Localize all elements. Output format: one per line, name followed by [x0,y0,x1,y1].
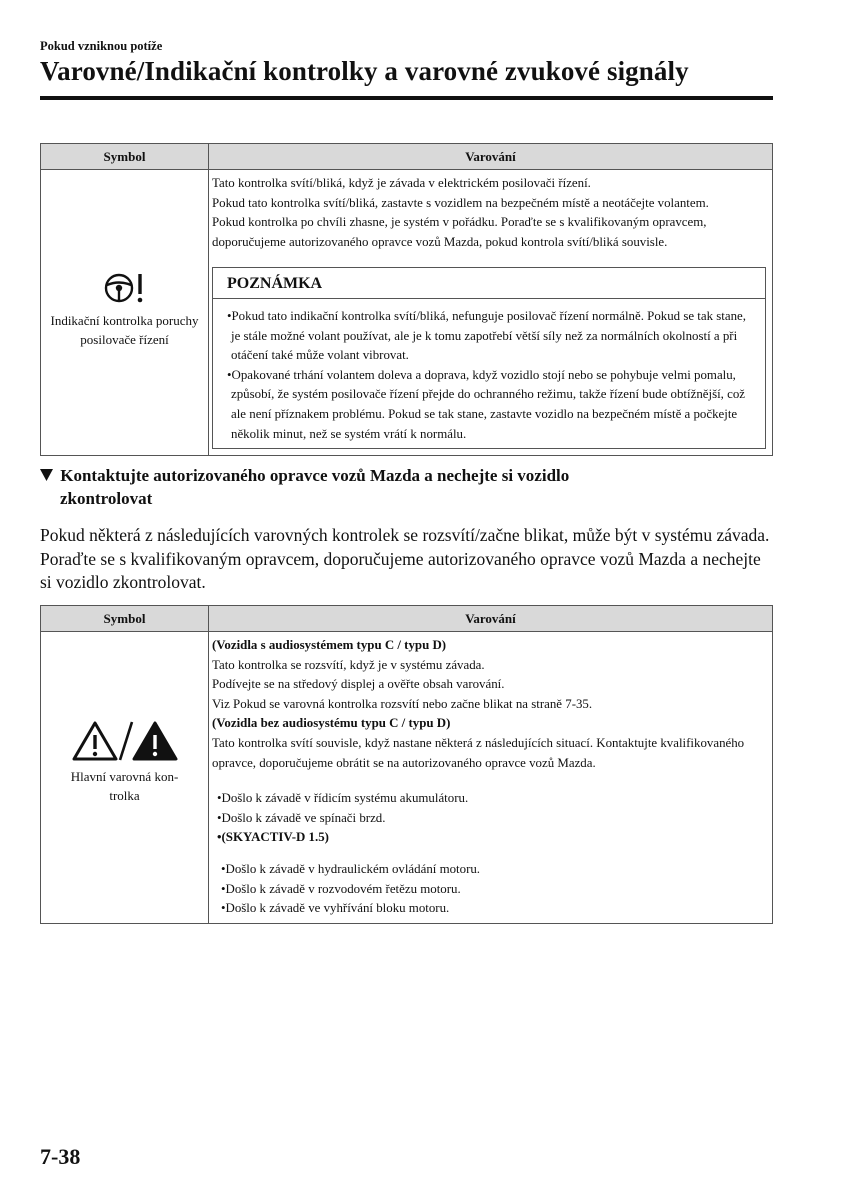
list-item: •Došlo k závadě v rozvodovém řetězu motoru. [221,881,461,896]
column-header-symbol: Symbol [41,144,209,170]
column-header-warning: Varování [209,144,773,170]
list-item-engine-variant: •(SKYACTIV-D 1.5) [217,830,329,845]
warning-line: Pokud kontrolka po chvíli zhasne, je systém v pořádku. Poraďte se s kvalifikovaným opravcem, [212,215,707,230]
condition-heading: (Vozidla bez audiosystému typu C / typu D) [212,716,451,731]
list-item: •Došlo k závadě ve vyhřívání bloku motoru. [221,901,450,916]
fault-list-skyactiv [212,860,769,919]
note-heading: POZNÁMKA [213,268,765,299]
section-label: Pokud vzniknou potíže [40,39,163,53]
symbol-cell [41,170,209,456]
master-warning-triangle-icon [71,720,179,767]
table-row [41,632,773,924]
warning-line: Podívejte se na středový displej a ověřte obsah varování. [212,677,505,692]
list-item: •Došlo k závadě v řídicím systému akumulátoru. [217,791,469,806]
table-header-row [41,606,773,632]
section-subheading [40,464,730,510]
symbol-label-line2: trolka [109,788,140,803]
fault-list [212,789,769,848]
page-number: 7-38 [40,1144,81,1169]
note-body [213,299,765,448]
list-item: •Došlo k závadě v hydraulickém ovládání motoru. [221,861,481,876]
warning-cell [209,170,773,456]
table-header-row [41,144,773,170]
warning-cell [209,632,773,924]
warning-line: Tato kontrolka svítí/bliká, když je závada v elektrickém posilovači řízení. [212,176,591,190]
title-rule [40,96,773,100]
note-item: •Pokud tato indikační kontrolka svítí/bliká, nefunguje posilovač řízení normálně. Pokud se tak stane, je stále možné volant používat, ale je k tomu zapotřebí větší síly než za normálních okolností a při otáčení také může volant vibrovat. [227,308,746,363]
symbol-label-line1: Indikační kontrolka poruchy [50,313,199,328]
warning-table-power-steering [40,143,773,456]
power-steering-warning-icon [103,270,147,311]
subheading-line2: zkontrolovat [60,489,153,508]
page-title: Varovné/Indikační kontrolky a varovné zvukové signály [40,56,689,86]
warning-line: opravce, doporučujeme obrátit se na autorizovaného opravce vozů Mazda. [212,755,596,770]
symbol-label-line2: posilovače řízení [80,332,169,347]
body-paragraph: Pokud některá z následujících varovných kontrolek se rozsvítí/začne blikat, může být v systému závada. Poraďte se s kvalifikovaným opravcem, doporučujeme autorizovaného opravce vozů Mazda a nechejte si vozidlo zkontrolovat. [40,525,770,592]
triangle-down-icon [40,464,56,487]
table-row [41,170,773,456]
warning-line: doporučujeme autorizovaného opravce vozů Mazda, pokud kontrola svítí/bliká souvisle. [212,234,668,249]
warning-line: Tato kontrolka svítí souvisle, když nastane některá z následujících situací. Kontaktujte kvalifikovaného [212,735,745,750]
note-item: •Opakované trhání volantem doleva a doprava, když vozidlo stojí nebo se pohybuje velmi pomalu, způsobí, že systém posilovače řízení přejde do ochranného režimu, takže řízení bude obtížnější, což ale není příznakem problému. Pokud se tak stane, zastavte vozidlo na bezpečném místě a počkejte několik minut, než se systém vrátí k normálu. [227,367,746,441]
column-header-warning: Varování [209,606,773,632]
warning-table-master [40,605,773,924]
column-header-symbol: Symbol [41,606,209,632]
subheading-line1: Kontaktujte autorizovaného opravce vozů Mazda a nechejte si vozidlo [60,466,570,485]
list-item: •Došlo k závadě ve spínači brzd. [217,810,386,825]
warning-line: Pokud tato kontrolka svítí/bliká, zastavte s vozidlem na bezpečném místě a neotáčejte volantem. [212,195,709,210]
note-box [212,267,766,449]
condition-heading: (Vozidla s audiosystémem typu C / typu D) [212,638,447,652]
warning-line: Tato kontrolka se rozsvítí, když je v systému závada. [212,657,485,672]
warning-line: Viz Pokud se varovná kontrolka rozsvítí nebo začne blikat na straně 7-35. [212,696,593,711]
symbol-cell [41,632,209,924]
symbol-label-line1: Hlavní varovná kon- [70,769,179,784]
